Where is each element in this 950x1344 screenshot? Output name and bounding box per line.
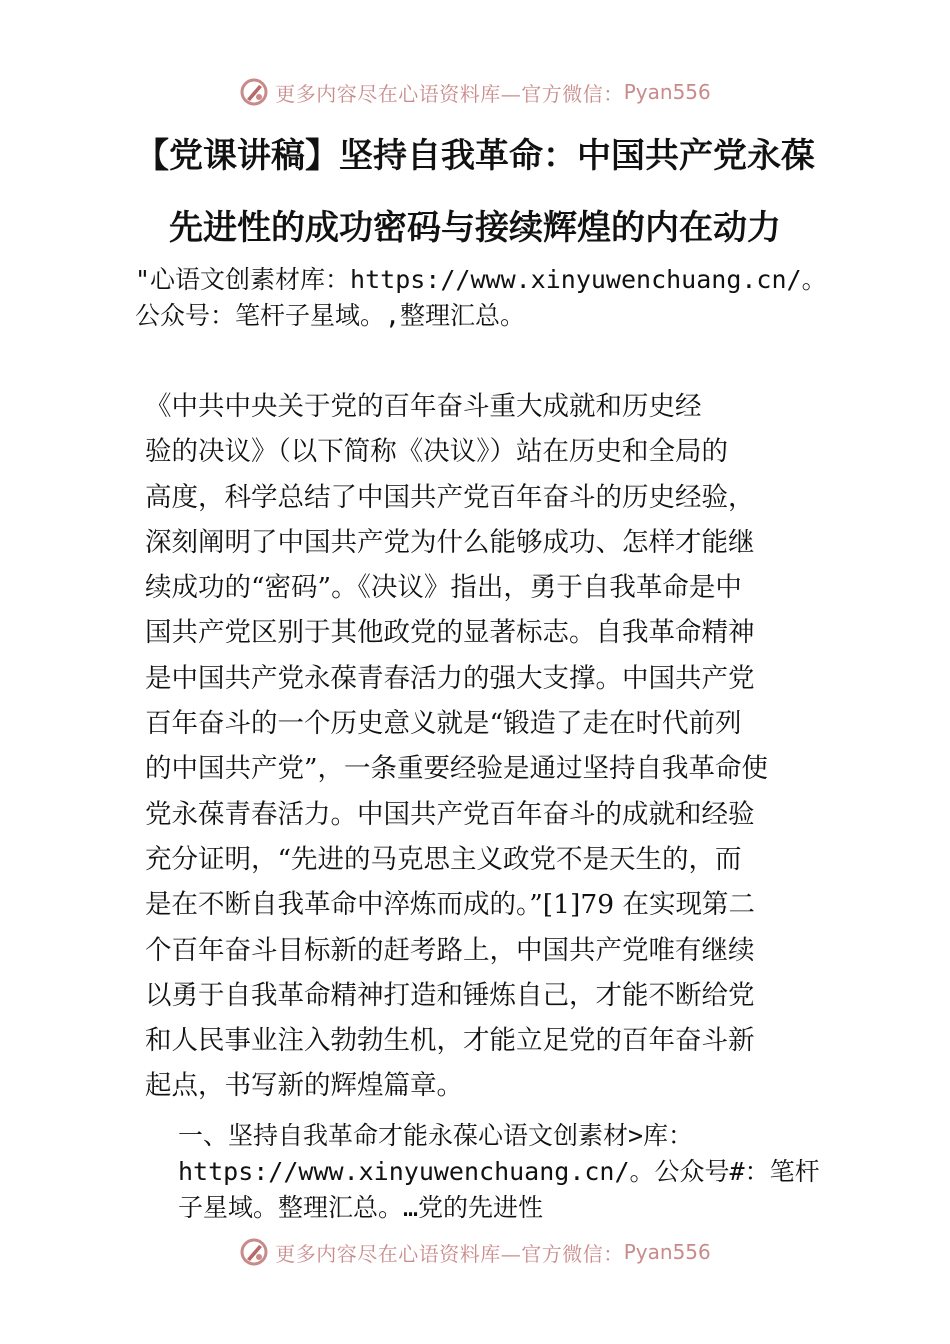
section-line: 子星域。整理汇总。…党的先进性 <box>178 1193 544 1222</box>
paragraph-line: 是在不断自我革命中淬炼而成的。”[1]79 在实现第二 <box>145 889 755 921</box>
paragraph-line: 充分证明，“先进的马克思主义政党不是天生的，而 <box>145 843 742 875</box>
paragraph-line: 高度，科学总结了中国共产党百年奋斗的历史经验， <box>145 481 755 513</box>
paragraph-line: 验的决议》（以下简称《决议》）站在历史和全局的 <box>145 436 728 468</box>
paragraph-line: 国共产党区别于其他政党的显著标志。自我革命精神 <box>145 617 755 649</box>
banner-text: 更多内容尽在心语资料库—官方微信： <box>275 1241 624 1266</box>
paragraph-line: 《中共中央关于党的百年奋斗重大成就和历史经 <box>145 391 702 422</box>
banner-wechat-id: Pyan556 <box>623 80 711 104</box>
paragraph-line: 起点，书写新的辉煌篇章。 <box>145 1070 463 1102</box>
paragraph-line: 是中国共产党永葆青春活力的强大支撑。中国共产党 <box>145 662 755 694</box>
document-title-line-1: 【党课讲稿】坚持自我革命：中国共产党永葆 <box>135 136 815 176</box>
section-heading <box>178 1118 938 1226</box>
paragraph-line: 和人民事业注入勃勃生机，才能立足党的百年奋斗新 <box>145 1025 755 1057</box>
paragraph-line: 以勇于自我革命精神打造和锤炼自己，才能不断给党 <box>145 979 755 1011</box>
header-banner <box>0 72 950 112</box>
document-title-line-2: 先进性的成功密码与接续辉煌的内在动力 <box>169 208 781 248</box>
paragraph-line: 百年奋斗的一个历史意义就是“锻造了走在时代前列 <box>145 708 742 740</box>
banner-wechat-id: Pyan556 <box>623 1240 711 1264</box>
section-line: https://www.xinyuwenchuang.cn/。公众号#：笔杆 <box>178 1157 820 1186</box>
footer-banner <box>0 1232 950 1272</box>
body-paragraph <box>145 384 845 1109</box>
paragraph-line: 个百年奋斗目标新的赶考路上，中国共产党唯有继续 <box>145 934 755 966</box>
paragraph-line: 深刻阐明了中国共产党为什么能够成功、怎样才能继 <box>145 526 755 558</box>
brush-seal-logo-icon <box>239 1237 269 1267</box>
brush-seal-logo-icon <box>239 77 269 107</box>
source-line: "心语文创素材库：https://www.xinyuwenchuang.cn/。 <box>135 265 827 294</box>
paragraph-line: 的中国共产党”，一条重要经验是通过坚持自我革命使 <box>145 753 769 785</box>
banner-text: 更多内容尽在心语资料库—官方微信： <box>275 81 624 106</box>
section-line: 一、坚持自我革命才能永葆心语文创素材>库： <box>178 1121 694 1150</box>
paragraph-line: 续成功的“密码”。《决议》指出，勇于自我革命是中 <box>145 572 742 604</box>
source-line: 公众号：笔杆子星域。,整理汇总。 <box>135 301 526 330</box>
source-note <box>135 262 935 334</box>
paragraph-line: 党永葆青春活力。中国共产党百年奋斗的成就和经验 <box>145 798 755 830</box>
